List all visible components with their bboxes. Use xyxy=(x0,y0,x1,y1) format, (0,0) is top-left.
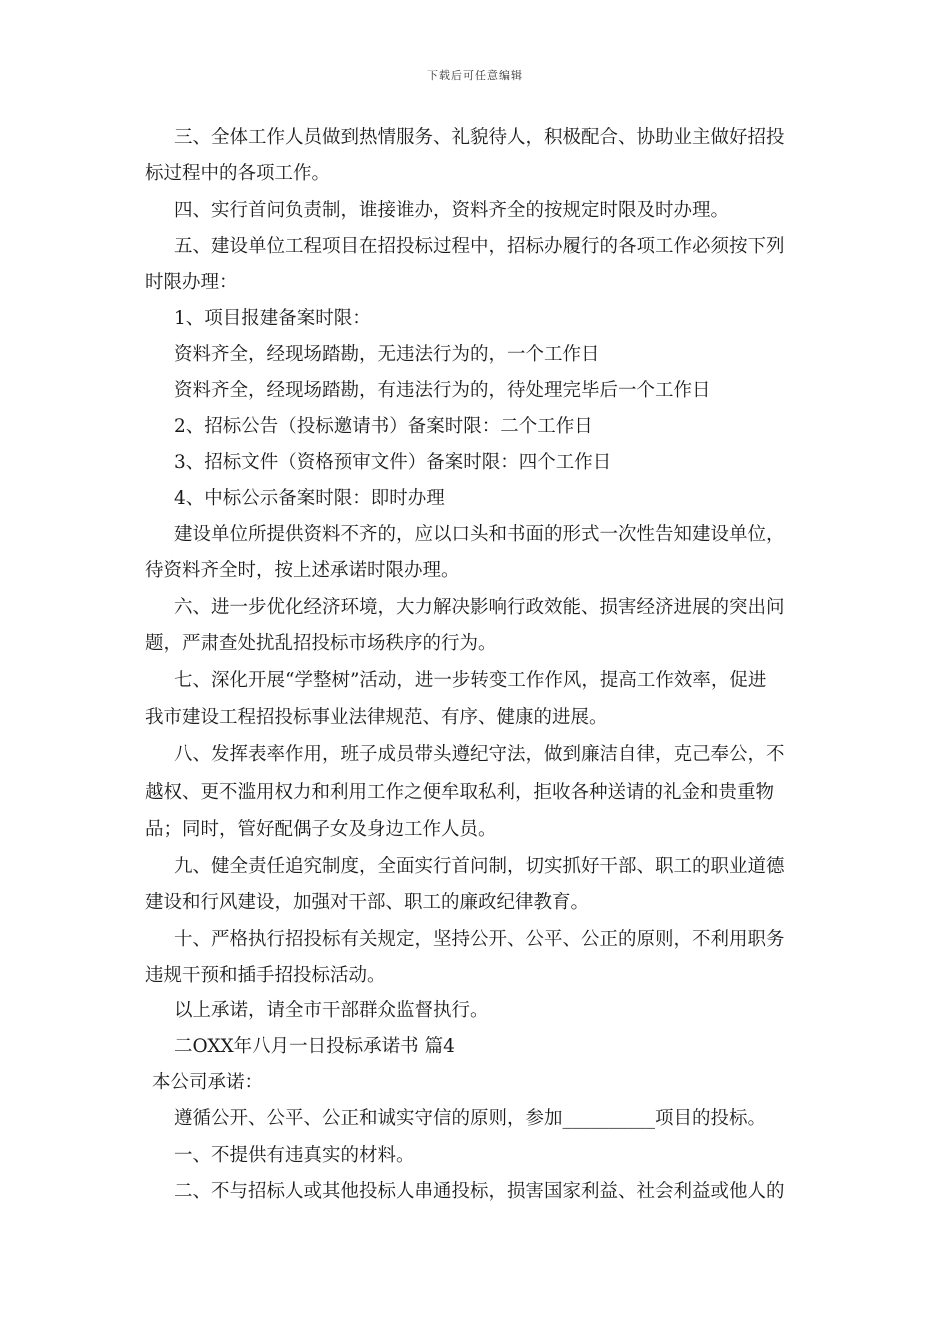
paragraph-line: 五、建设单位工程项目在招投标过程中，招标办履行的各项工作必须按下列 xyxy=(174,236,785,257)
paragraph-line: 标过程中的各项工作。 xyxy=(145,163,331,184)
paragraph-line: 四、实行首问负责制，谁接谁办，资料齐全的按规定时限及时办理。 xyxy=(174,200,730,221)
paragraph-line: 我市建设工程招投标事业法律规范、有序、健康的进展。 xyxy=(145,707,608,728)
paragraph-line: 建设单位所提供资料不齐的，应以口头和书面的形式一次性告知建设单位， xyxy=(174,524,785,545)
paragraph-line: 一、不提供有违真实的材料。 xyxy=(174,1145,415,1166)
paragraph-line: 1、项目报建备案时限： xyxy=(174,308,371,329)
paragraph-line: 题，严肃查处扰乱招投标市场秩序的行为。 xyxy=(145,633,497,654)
paragraph-line: 资料齐全，经现场踏勘，无违法行为的，一个工作日 xyxy=(174,344,600,365)
paragraph-line: 2、招标公告（投标邀请书）备案时限：二个工作日 xyxy=(174,416,593,437)
paragraph-line: 六、进一步优化经济环境，大力解决影响行政效能、损害经济进展的突出问 xyxy=(174,597,785,618)
paragraph-line: 七、深化开展“学整树”活动，进一步转变工作作风，提高工作效率，促进 xyxy=(174,670,767,691)
paragraph-line: 3、招标文件（资格预审文件）备案时限：四个工作日 xyxy=(174,452,612,473)
paragraph-line: 4、中标公示备案时限：即时办理 xyxy=(174,488,445,509)
section-heading: 二OXX年八月一日投标承诺书 篇4 xyxy=(174,1036,455,1057)
paragraph-line: 二、不与招标人或其他投标人串通投标，损害国家利益、社会利益或他人的 xyxy=(174,1181,785,1202)
paragraph-line: 三、全体工作人员做到热情服务、礼貌待人，积极配合、协助业主做好招投 xyxy=(174,127,785,148)
paragraph-line: 建设和行风建设，加强对干部、职工的廉政纪律教育。 xyxy=(145,892,590,913)
paragraph-line: 时限办理： xyxy=(145,272,238,293)
paragraph-line: 九、健全责任追究制度，全面实行首问制，切实抓好干部、职工的职业道德 xyxy=(174,856,785,877)
paragraph-line: 八、发挥表率作用，班子成员带头遵纪守法，做到廉洁自律，克己奉公，不 xyxy=(174,744,785,765)
paragraph-line: 违规干预和插手招投标活动。 xyxy=(145,965,386,986)
paragraph-line: 越权、更不滥用权力和利用工作之便牟取私利，拒收各种送请的礼金和贵重物 xyxy=(145,782,775,803)
paragraph-line: 资料齐全，经现场踏勘，有违法行为的，待处理完毕后一个工作日 xyxy=(174,380,711,401)
paragraph-line: 遵循公开、公平、公正和诚实守信的原则，参加__________项目的投标。 xyxy=(174,1108,767,1129)
header-note: 下载后可任意编辑 xyxy=(427,69,523,82)
paragraph-line: 以上承诺，请全市干部群众监督执行。 xyxy=(174,1000,489,1021)
paragraph-line: 品；同时，管好配偶子女及身边工作人员。 xyxy=(145,819,497,840)
paragraph-line: 待资料齐全时，按上述承诺时限办理。 xyxy=(145,560,460,581)
paragraph-line: 十、严格执行招投标有关规定，坚持公开、公平、公正的原则，不利用职务 xyxy=(174,929,785,950)
paragraph-line: 本公司承诺： xyxy=(152,1072,264,1093)
